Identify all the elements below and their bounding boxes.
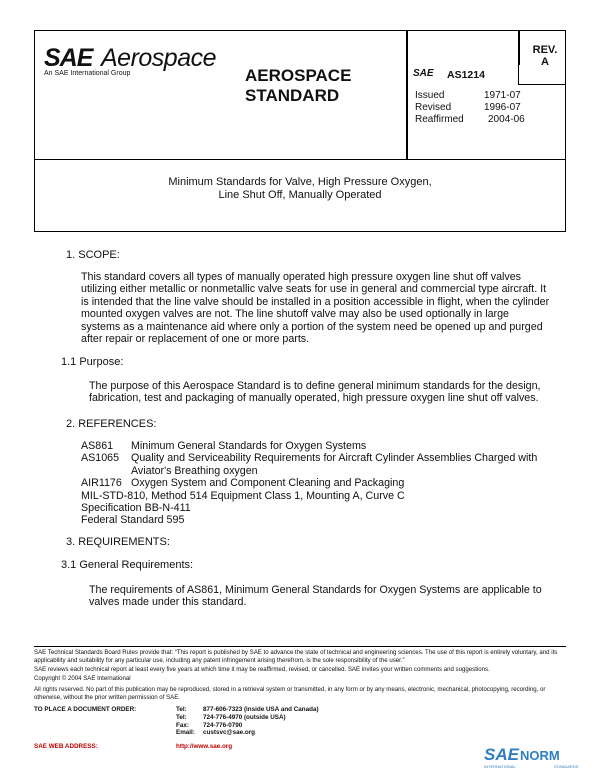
reference-extra: Federal Standard 595 (81, 514, 185, 527)
order-label: TO PLACE A DOCUMENT ORDER: (34, 706, 137, 713)
references-list (81, 440, 561, 527)
web-address-label: SAE WEB ADDRESS: (34, 743, 98, 750)
reference-row (81, 440, 561, 452)
sae-norm-watermark (484, 744, 584, 770)
rev-divider (519, 31, 520, 65)
standard-title (245, 66, 351, 106)
references-heading: 2. REFERENCES: (66, 418, 157, 430)
issued-value: 1971-07 (484, 90, 521, 101)
revised-value: 1996-07 (484, 102, 521, 113)
reference-code: AS1065 (81, 452, 120, 465)
document-title (34, 176, 566, 202)
contact-label: Tel: (176, 706, 187, 713)
reaffirmed-label: Reaffirmed (415, 114, 464, 125)
reference-extra: Specification BB-N-411 (81, 502, 191, 515)
document-title-line2: Line Shut Off, Manually Operated (218, 189, 382, 201)
requirements-heading: 3. REQUIREMENTS: (66, 536, 170, 548)
svg-text:SAE: SAE (484, 745, 519, 764)
document-number: AS1214 (447, 69, 485, 81)
svg-text:INTERNATIONAL: INTERNATIONAL (484, 764, 516, 769)
contact-value: 877-606-7323 (inside USA and Canada) (203, 706, 319, 713)
date-values (484, 90, 525, 126)
logo-subtitle: An SAE International Group (44, 70, 131, 77)
general-requirements-text: The requirements of AS861, Minimum General Standards for Oxygen Systems are applicable to valves made under this standard. (89, 584, 542, 609)
purpose-heading: 1.1 Purpose: (61, 356, 124, 368)
contact-value: 724-776-4970 (outside USA) (203, 713, 286, 721)
contact-values (203, 706, 319, 737)
date-labels (415, 90, 464, 126)
contact-labels (176, 706, 195, 737)
standard-title-line1: AEROSPACE (245, 66, 352, 85)
document-title-line1: Minimum Standards for Valve, High Pressure Oxygen, (168, 176, 432, 188)
reference-text: Oxygen System and Component Cleaning and Packaging (131, 477, 405, 490)
rev-label: REV. (532, 44, 558, 56)
reference-text: Minimum General Standards for Oxygen Systems (131, 440, 367, 452)
contact-label: Email: (176, 729, 195, 737)
reference-text: Quality and Serviceability Requirements for Aircraft Cylinder Assemblies Charged with (131, 452, 538, 465)
scope-text: This standard covers all types of manually operated high pressure oxygen line shut off valves utilizing either metallic or nonmetallic valve seats for use in general and commercial type aircraft. It is intended that the line valve should be installed in a position accessible in flight, when the cylinder mounted oxygen valves are not. The line shutoff valve may also be used optionally in large systems as a maintenance aid where only a portion of the system need be opened up and purged after repair or replacement of one or more parts. (81, 271, 550, 346)
contact-label: Fax: (176, 721, 189, 729)
header-divider-2 (406, 30, 407, 160)
footer-rights-text: All rights reserved. No part of this publication may be reproduced, stored in a retrieval system or transmitted, in any form or by any means, electronic, mechanical, photocopying, recording, or otherwise, without the prior written permission of SAE. (34, 686, 546, 701)
reference-code: AIR1176 (81, 477, 122, 490)
reaffirmed-value: 2004-06 (488, 114, 525, 125)
footer-review-text: SAE reviews each technical report at least every five years at which time it may be reaffirmed, revised, or cancelled. SAE invites your written comments and suggestions. (34, 666, 490, 673)
reference-row (81, 452, 561, 464)
sae-logo: SAE (44, 44, 93, 72)
revised-label: Revised (415, 102, 452, 113)
web-address-link[interactable]: http://www.sae.org (176, 743, 233, 750)
reference-text: Aviator's Breathing oxygen (131, 464, 258, 477)
sae-norm-logo-icon (484, 744, 584, 770)
reference-code: AS861 (81, 440, 114, 452)
reference-row (81, 477, 561, 489)
reference-extra: MIL-STD-810, Method 514 Equipment Class 1, Mounting A, Curve C (81, 489, 405, 502)
rev-box-left (518, 30, 519, 84)
footer-copyright: Copyright © 2004 SAE International (34, 675, 131, 682)
general-requirements-heading: 3.1 General Requirements: (61, 559, 194, 571)
footer-rule (34, 646, 566, 647)
revision-block (530, 44, 560, 68)
standard-title-line2: STANDARD (245, 86, 340, 105)
header-divider (407, 31, 408, 159)
footer-rules-text: SAE Technical Standards Board Rules provide that: “This report is published by SAE to advance the state of technical and engineering sciences. The use of this report is entirely voluntary, and its applicability and suitability for any particular use, including any patent infringement arising therefrom, is the sole responsibility of the user.” (34, 649, 558, 664)
aerospace-logo: Aerospace (101, 44, 217, 72)
doc-sae-logo: SAE (413, 68, 434, 79)
reference-row (81, 465, 561, 477)
issued-label: Issued (415, 90, 445, 101)
email-link[interactable]: custsvc@sae.org (203, 729, 255, 737)
svg-text:STANDARDS: STANDARDS (554, 764, 579, 769)
contact-label: Tel: (176, 713, 187, 721)
rev-value: A (541, 56, 549, 68)
scope-heading: 1. SCOPE: (66, 249, 120, 261)
contact-value: 724-776-0790 (203, 721, 243, 729)
purpose-text: The purpose of this Aerospace Standard is to define general minimum standards for the design, fabrication, test and packaging of manually operated, high pressure oxygen line shut off valves. (89, 380, 541, 405)
rev-box-bottom (518, 84, 566, 85)
svg-text:NORM: NORM (520, 748, 560, 763)
